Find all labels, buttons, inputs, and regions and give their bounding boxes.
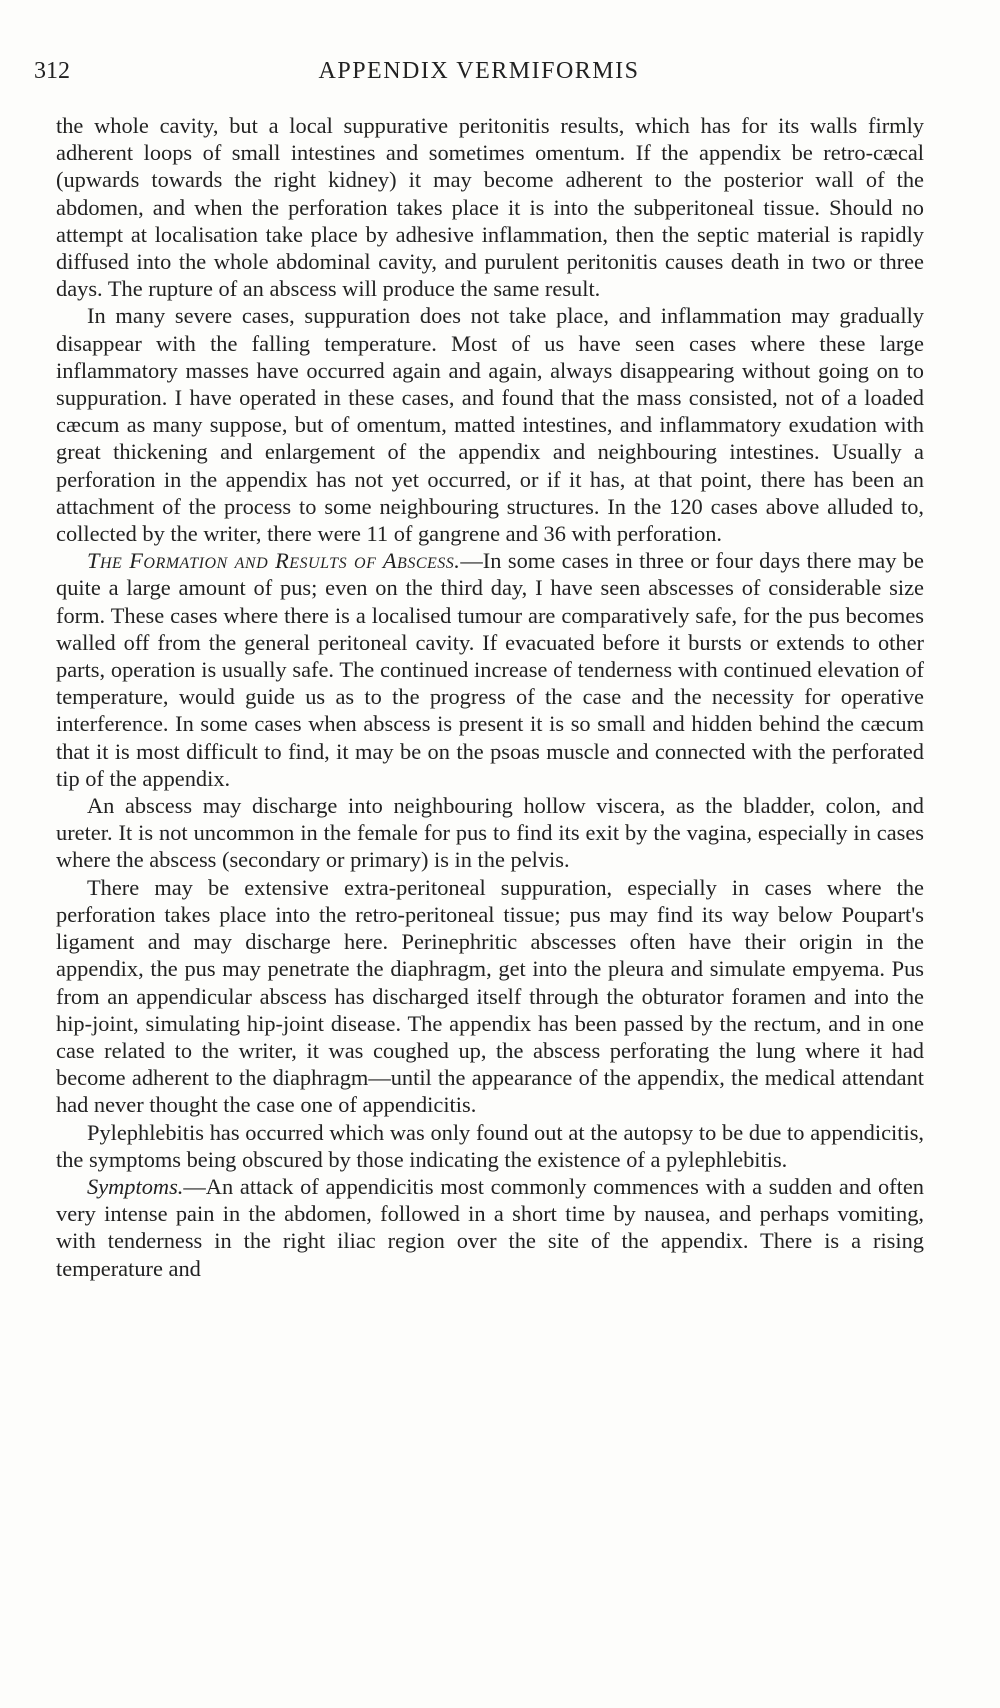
running-title: APPENDIX VERMIFORMIS <box>318 58 640 84</box>
page-header <box>34 58 924 92</box>
paragraph-extra-peritoneal: There may be extensive extra-peritoneal suppuration, especially in cases where the perforation takes place into the retro-peritoneal tissue; pus may find its way below Poupart's ligament and may discharge here. Perinephritic abscesses often have their origin in the appendix, the pus may penetrate the diaphragm, get into the pleura and simulate empyema. Pus from an appendicular abscess has discharged itself through the obturator foramen and into the hip-joint, simulating hip-joint disease. The appendix has been passed by the rectum, and in one case related to the writer, it was coughed up, the abscess perforating the lung where it had become adherent to the diaphragm—until the appearance of the appendix, the medical attendant had never thought the case one of appendicitis. <box>56 874 924 1118</box>
page-number: 312 <box>34 58 70 84</box>
paragraph-abscess-formation <box>56 547 924 792</box>
body-text <box>56 112 924 1282</box>
section-heading-abscess: The Formation and Results of Abscess. <box>87 548 461 574</box>
paragraph-symptoms-text: —An attack of appendicitis most commonly commences with a sudden and often very intense pain in the abdomen, followed in a short time by nausea, and perhaps vomiting, with tenderness in the right iliac region over the site of the appendix. There is a rising temperature and <box>56 1173 924 1281</box>
paragraph-symptoms <box>56 1173 924 1282</box>
section-heading-symptoms: Symptoms. <box>87 1173 184 1199</box>
paragraph-pylephlebitis: Pylephlebitis has occurred which was only found out at the autopsy to be due to appendicitis, the symptoms being obscured by those indicating the existence of a pylephlebitis. <box>56 1119 924 1172</box>
paragraph-continuation: the whole cavity, but a local suppurative peritonitis results, which has for its walls firmly adherent loops of small intestines and sometimes omentum. If the appendix be retro-cæcal (upwards towards the right kidney) it may become adherent to the posterior wall of the abdomen, and when the perforation takes place it is into the subperitoneal tissue. Should no attempt at localisation take place by adhesive inflammation, then the septic material is rapidly diffused into the whole abdominal cavity, and purulent peritonitis causes death in two or three days. The rupture of an abscess will produce the same result. <box>56 113 924 302</box>
paragraph-severe-cases: In many severe cases, suppuration does not take place, and inflammation may gradually disappear with the falling temperature. Most of us have seen cases where these large inflammatory masses have occurred again and again, always disappearing without going on to suppuration. I have operated in these cases, and found that the mass consisted, not of a loaded cæcum as many suppose, but of omentum, matted intestines, and inflammatory exudation with great thickening and enlargement of the appendix and neighbouring intestines. Usually a perforation in the appendix has not yet occurred, or if it has, at that point, there has been an attachment of the process to some neighbouring structures. In the 120 cases above alluded to, collected by the writer, there were 11 of gangrene and 36 with perforation. <box>56 303 924 547</box>
paragraph-abscess-discharge: An abscess may discharge into neighbouring hollow viscera, as the bladder, colon, and ureter. It is not uncommon in the female for pus to find its exit by the vagina, especially in cases where the abscess (secondary or primary) is in the pelvis. <box>56 793 924 873</box>
paragraph-abscess-formation-text: —In some cases in three or four days there may be quite a large amount of pus; even on the third day, I have seen abscesses of considerable size form. These cases where there is a localised tumour are comparatively safe, for the pus becomes walled off from the general peritoneal cavity. If evacuated before it bursts or extends to other parts, operation is usually safe. The continued increase of tenderness with continued elevation of temperature, would guide us as to the progress of the case and the necessity for operative interference. In some cases when abscess is present it is so small and hidden behind the cæcum that it is most difficult to find, it may be on the psoas muscle and connected with the perforated tip of the appendix. <box>56 548 924 791</box>
